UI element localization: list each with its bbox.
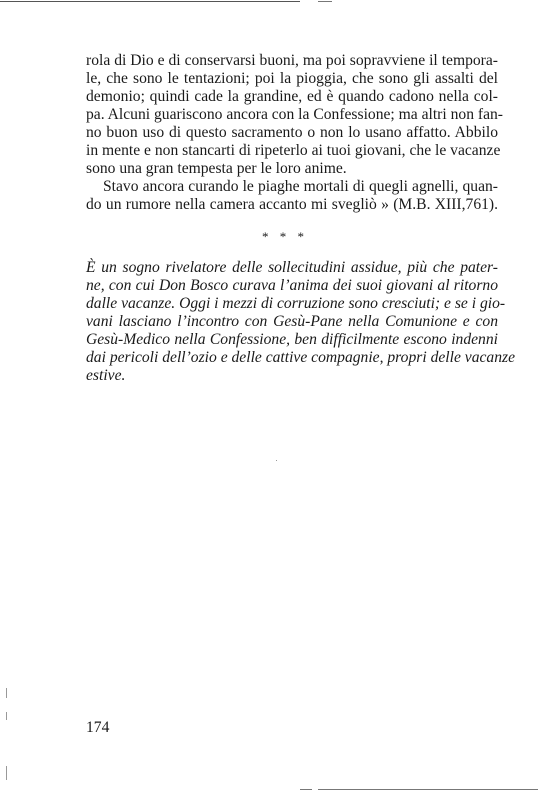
scan-speck [276,460,277,461]
text-line: le, che sono le tentazioni; poi la pioggia, che sono gli assalti del [86,70,498,87]
commentary-line: dai pericoli dell’ozio e delle cattive compagnie, propri delle vacanze [86,349,515,366]
body-text [86,52,504,214]
scan-edge-mark [6,712,7,720]
text-line: rola di Dio e di conservarsi buoni, ma poi sopravviene il tempora- [86,52,498,69]
text-line: Stavo ancora curando le piaghe mortali di quegli agnelli, quan- [103,178,498,195]
text-line: in mente e non stancarti di ripeterlo ai tuoi giovani, che le vacanze [86,142,501,159]
commentary-line: È un sogno rivelatore delle sollecitudini assidue, più che pater- [86,259,498,276]
commentary-line: vani lasciano l’incontro con Gesù-Pane nella Comunione e con [86,313,498,330]
text-line: pa. Alcuni guariscono ancora con la Confessione; ma altri non fan- [86,106,504,123]
text-line: sono una gran tempesta per le loro anime. [86,160,347,177]
commentary-line: Gesù-Medico nella Confessione, ben difficilmente escono indenni [86,331,498,348]
top-rule [0,1,300,2]
commentary-line: ne, con cui Don Bosco curava l’anima dei suoi giovani al ritorno [86,277,498,294]
scan-edge-mark [6,688,7,698]
text-line: no buon uso di questo sacramento o non lo usano affatto. Abbilo [86,124,498,141]
commentary-line: dalle vacanze. Oggi i mezzi di corruzione sono cresciuti; e se i gio- [86,295,506,312]
commentary-text [86,259,515,385]
text-line: do un rumore nella camera accanto mi svegliò » (M.B. XIII,761). [86,196,498,213]
top-rule-fragment [318,1,332,2]
commentary-line: estive. [86,367,126,384]
scan-edge-mark [6,766,7,780]
page-number: 174 [86,719,110,736]
section-separator: * * * [262,229,308,244]
text-line: demonio; quindi cade la grandine, ed è quando cadono nella col- [86,88,498,105]
